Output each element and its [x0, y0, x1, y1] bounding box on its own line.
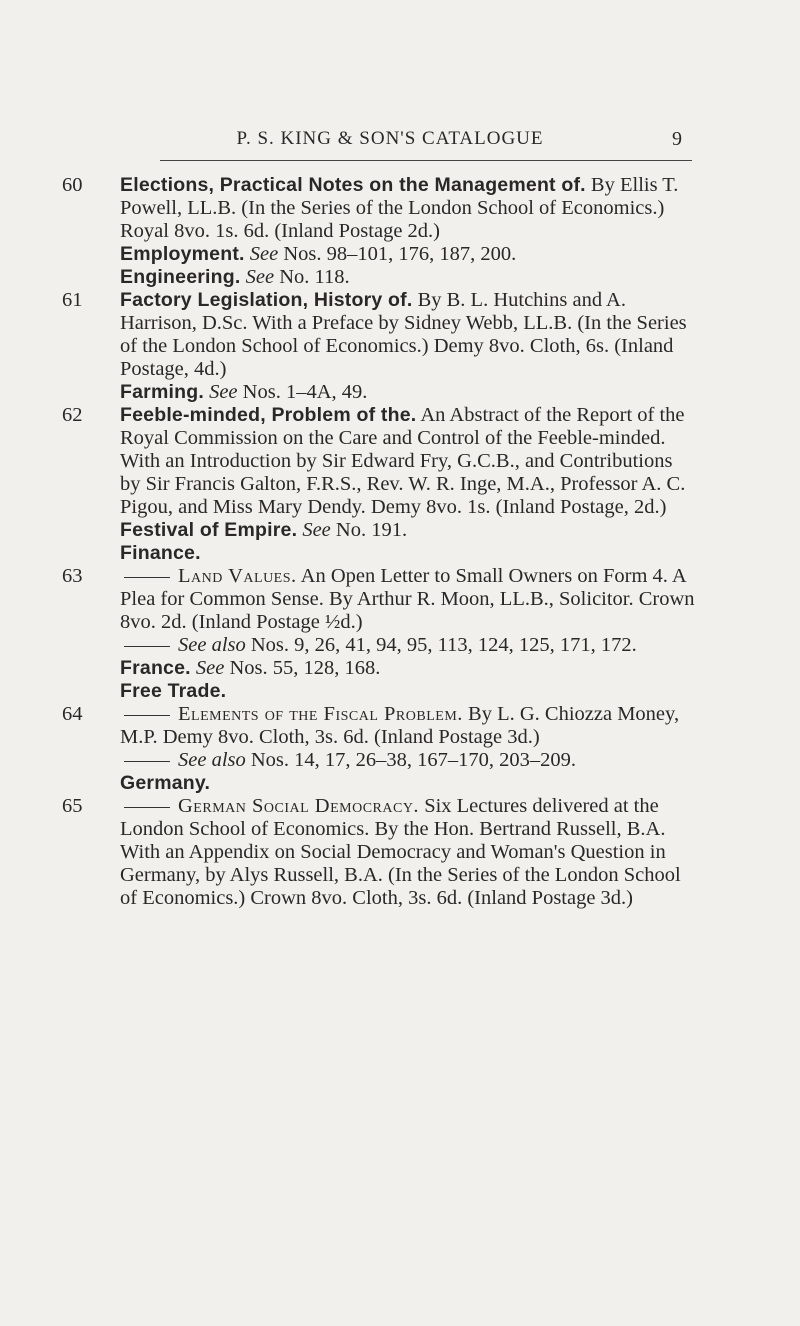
entry-text: Nos. 55, 128, 168. [229, 657, 381, 679]
entry-title: German Social Democracy. [178, 795, 420, 817]
entry-number: 61 [62, 289, 83, 311]
see-label: See [209, 381, 238, 403]
entry-text: Nos. 9, 26, 41, 94, 95, 113, 124, 125, 171, 172. [250, 634, 637, 656]
see-label: See also [178, 749, 246, 771]
entry-number: 64 [62, 703, 83, 725]
see-label: See [195, 657, 225, 679]
entry-text: By Ellis T. Powell, LL.B. (In the Series of the London School of Economics.) Royal 8vo. 1s. 6d. (Inland Postage 2d.) [120, 174, 679, 242]
entry-number: 60 [62, 174, 83, 196]
entry-number: 62 [62, 404, 83, 426]
ditto-dash [124, 807, 170, 808]
entry-text: By L. G. Chiozza Money, M.P. Demy 8vo. Cloth, 3s. 6d. (Inland Postage 3d.) [120, 703, 680, 748]
see-label: See [302, 519, 331, 541]
entry-heading: Feeble-minded, Problem of the. [120, 404, 417, 426]
cross-reference [62, 266, 698, 289]
page-number: 9 [672, 128, 682, 150]
entry-heading: Engineering. [120, 266, 241, 288]
cross-reference [62, 381, 698, 404]
catalogue-entry [62, 289, 698, 381]
ditto-dash [124, 715, 170, 716]
cross-reference [62, 657, 698, 680]
entry-heading: Elections, Practical Notes on the Management of. [120, 174, 586, 196]
section-heading: Germany. [120, 772, 211, 794]
catalogue-entry [62, 174, 698, 243]
entry-text: Nos. 1–4A, 49. [242, 381, 368, 403]
see-also-reference [62, 634, 698, 657]
catalogue-entry [62, 565, 698, 634]
see-also-reference [62, 749, 698, 772]
entry-heading: Employment. [120, 243, 245, 265]
running-title: P. S. KING & SON'S CATALOGUE [236, 128, 544, 149]
section-heading: Finance. [120, 542, 201, 564]
entry-heading: France. [120, 657, 191, 679]
ditto-dash [124, 577, 170, 578]
see-label: See [249, 243, 279, 265]
cross-reference [62, 243, 698, 266]
entry-text: By B. L. Hutchins and A. Harrison, D.Sc. With a Preface by Sidney Webb, LL.B. (In the Series of the London School of Economics.) Demy 8vo. Cloth, 6s. (Inland Postage, 4d.) [120, 289, 687, 380]
entry-text: An Open Letter to Small Owners on Form 4. A Plea for Common Sense. By Arthur R. Moon, LL.B., Solicitor. Crown 8vo. 2d. (Inland Postage ½d.) [120, 565, 695, 633]
entry-number: 63 [62, 565, 83, 587]
entry-heading: Factory Legislation, History of. [120, 289, 413, 311]
entry-title: Elements of the Fiscal Problem. [178, 703, 463, 725]
catalogue-entry [62, 404, 698, 519]
see-label: See also [178, 634, 246, 656]
catalogue-entry [62, 703, 698, 749]
entry-text: No. 191. [335, 519, 408, 541]
cross-reference [62, 519, 698, 542]
see-label: See [245, 266, 275, 288]
entry-text: Six Lectures delivered at the London School of Economics. By the Hon. Bertrand Russell, B.A. With an Appendix on Social Democracy and Woman's Question in Germany, by Alys Russell, B.A. (In the Series of the London School of Economics.) Crown 8vo. Cloth, 3s. 6d. (Inland Postage 3d.) [120, 795, 681, 909]
entry-text: An Abstract of the Report of the Royal Commission on the Care and Control of the Feeble-minded. With an Introduction by Sir Edward Fry, G.C.B., and Contributions by Sir Francis Galton, F.R.S., Rev. W. R. Inge, M.A., Professor A. C. Pigou, and Miss Mary Dendy. Demy 8vo. 1s. (Inland Postage, 2d.) [120, 404, 686, 518]
catalogue-entries [62, 174, 698, 910]
entry-title: Land Values. [178, 565, 297, 587]
entry-text: Nos. 14, 17, 26–38, 167–170, 203–209. [250, 749, 577, 771]
section-heading: Free Trade. [120, 680, 227, 702]
catalogue-entry [62, 795, 698, 910]
entry-text: Nos. 98–101, 176, 187, 200. [283, 243, 517, 265]
entry-heading: Farming. [120, 381, 204, 403]
ditto-dash [124, 646, 170, 647]
header-rule [160, 160, 692, 161]
entry-number: 65 [62, 795, 83, 817]
ditto-dash [124, 761, 170, 762]
entry-heading: Festival of Empire. [120, 519, 298, 541]
entry-text: No. 118. [279, 266, 350, 288]
